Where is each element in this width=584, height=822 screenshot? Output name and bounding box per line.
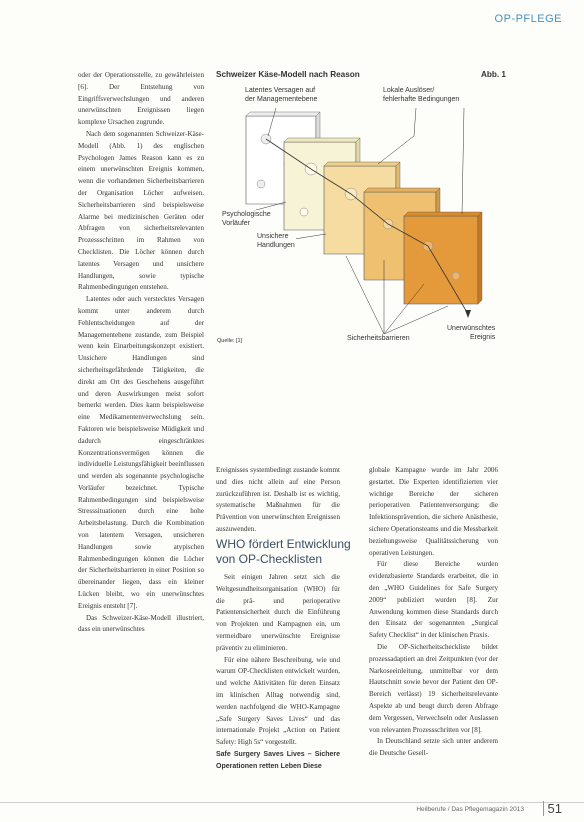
trajectory-arrowhead — [465, 310, 471, 318]
paragraph: Ereignisses systembedingt zustande kommt und dies nicht allein auf eine Person zurückzuführen ist. Deshalb ist es wichtig, systematische Maßnahmen für die Prävention von unerwünschten Ereignissen auszuwenden. — [216, 466, 340, 533]
label-psychological-precursors: Psychologische Vorläufer — [222, 211, 271, 227]
figure-swiss-cheese-model — [216, 67, 506, 349]
figure-body — [216, 84, 506, 349]
subheading: Safe Surgery Saves Lives – Sichere Operationen retten Leben Diese — [216, 750, 340, 770]
paragraph: Für diese Bereiche wurden evidenzbasierte Standards erarbeitet, die in den „WHO Guidelines for Safe Surgery 2009“ publiziert wurden [8]. Zur Anwendung kommen diese Standards durch den Einsatz der sogenannten „Surgical Safety Checklist“ in der klinischen Praxis. — [369, 560, 498, 640]
figure-header — [216, 67, 506, 81]
figure-source: Quelle: [1] — [217, 338, 243, 344]
label-local-triggers: Lokale Auslöser/ fehlerhafte Bedingungen — [383, 87, 460, 103]
cheese-slice-5 — [404, 212, 482, 304]
page-number: 51 — [543, 801, 562, 816]
paragraph: Seit einigen Jahren setzt sich die Weltgesundheitsorganisation (WHO) für die prä- und perioperative Patientensicherheit durch die Einführung von Projekten und Kampagnen ein, um vermeidbare unerwünschte Ereignisse präventiv zu eliminieren. — [216, 573, 340, 652]
footer-divider — [0, 802, 584, 803]
paragraph: Nach dem sogenannten Schweizer-Käse-Modell (Abb. 1) des englischen Psychologen James Reason kann es zu einem unerwünschten Ereignis kommen, wenn die vorhandenen Sicherheitsbarrieren der Organisation Löcher aufweisen. Sicherheitsbarrieren sind beispielsweise Alarme bei medizinischen Geräten oder Abfragen von sicherheitsrelevanten Prozessschritten im Rahmen von Checklisten. Die Löcher können durch latentes Versagen und unsichere Handlungen, sowie typische Rahmenbedingungen entstehen. — [78, 129, 204, 292]
figure-title: Schweizer Käse-Modell nach Reason — [216, 70, 360, 79]
figure-number: Abb. 1 — [480, 70, 506, 79]
journal-name: Heilberufe / Das Pflegemagazin 2013 — [416, 806, 524, 813]
paragraph: oder der Operationsstelle, zu gewährleisten [6]. Der Entstehung von Eingriffsverwechslungen und anderen unerwünschten Ereignissen liegen komplexe Ursachen zugrunde. — [78, 71, 204, 127]
paragraph: Für eine nähere Beschreibung, wie und warum OP-Checklisten entwickelt wurden, und welche Aktivitäten für deren Einsatz im klinischen Alltag notwendig sind, werden nachfolgend die WHO-Kampagne „Safe Surgery Saves Lives“ und das internationale Projekt „Action on Patient Safety: High 5s“ vorgestellt. — [216, 655, 340, 747]
paragraph: Die OP-Sicherheitscheckliste bildet prozessadaptiert an drei Zeitpunkten (vor der Narkoseeinleitung, unmittelbar vor dem Hautschnitt sowie bevor der Patient den OP-Bereich verlässt) 19 sicherheitsrelevante Aspekte ab und beugt durch deren Abfrage dem Vergessen, Verwechseln oder Auslassen von relevanten Prozessschritten vor [8]. — [369, 642, 498, 734]
label-latent-failure: Latentes Versagen auf der Managementebene — [245, 87, 318, 103]
paragraph: Latentes oder auch verstecktes Versagen kommt unter anderem durch Fehlentscheidungen auf der Managementebene zustande, zum Beispiel wenn kein Einarbeitungskonzept existiert. Unsichere Handlungen sind sicherheitsgefährdende Tätigkeiten, die direkt am Ort des Geschehens ausgeführt und deren Auswirkungen meist sofort bemerkt werden. Dies kann beispielsweise eine Medikamentenverwechslung sein. Faktoren wie beispielsweise Müdigkeit und dadurch eingeschränktes Konzentrationsvermögen können die individuelle Leistungsfähigkeit beeinflussen und werden als sogenannte psychologische Vorläufer bezeichnet. Typische Rahmenbedingungen sind beispielsweise Stresssituationen durch eine hohe Arbeitsbelastung. Durch die Kombination von latentem Versagen, unsicheren Handlungen sowie atypischen Rahmenbedingungen können die Löcher der Sicherheitsbarrieren in einer Position so übereinander liegen, dass ein kleiner Lücken bleibt, wo ein unerwünschtes Ereignis entsteht [7]. — [78, 295, 204, 610]
text-column-2 — [216, 465, 340, 536]
label-unsafe-acts: Unsichere Handlungen — [257, 233, 295, 249]
label-safety-barriers: Sicherheitsbarrieren — [347, 335, 410, 342]
text-column-1 — [78, 70, 204, 636]
section-heading: WHO fördert Entwicklung von OP-Checklisten — [216, 537, 351, 566]
text-column-3 — [369, 465, 498, 760]
paragraph: globale Kampagne wurde im Jahr 2006 gestartet. Die Experten identifizierten vier wichtige Bereiche der sicheren perioperativen Patientenversorgung: die Infektionsprävention, die sichere Anästhesie, sichere Operationsteams und die Messbarkeit beziehungsweise Qualitätssicherung von operativen Leistungen. — [369, 466, 498, 557]
text-column-2-continued — [216, 572, 340, 773]
label-adverse-event: Unerwünschtes Ereignis — [447, 325, 496, 341]
paragraph: In Deutschland setzte sich unter anderem die Deutsche Gesell- — [369, 737, 498, 758]
paragraph: Das Schweizer-Käse-Modell illustriert, dass ein unerwünschtes — [78, 613, 204, 634]
section-tag: OP-PFLEGE — [494, 13, 562, 25]
